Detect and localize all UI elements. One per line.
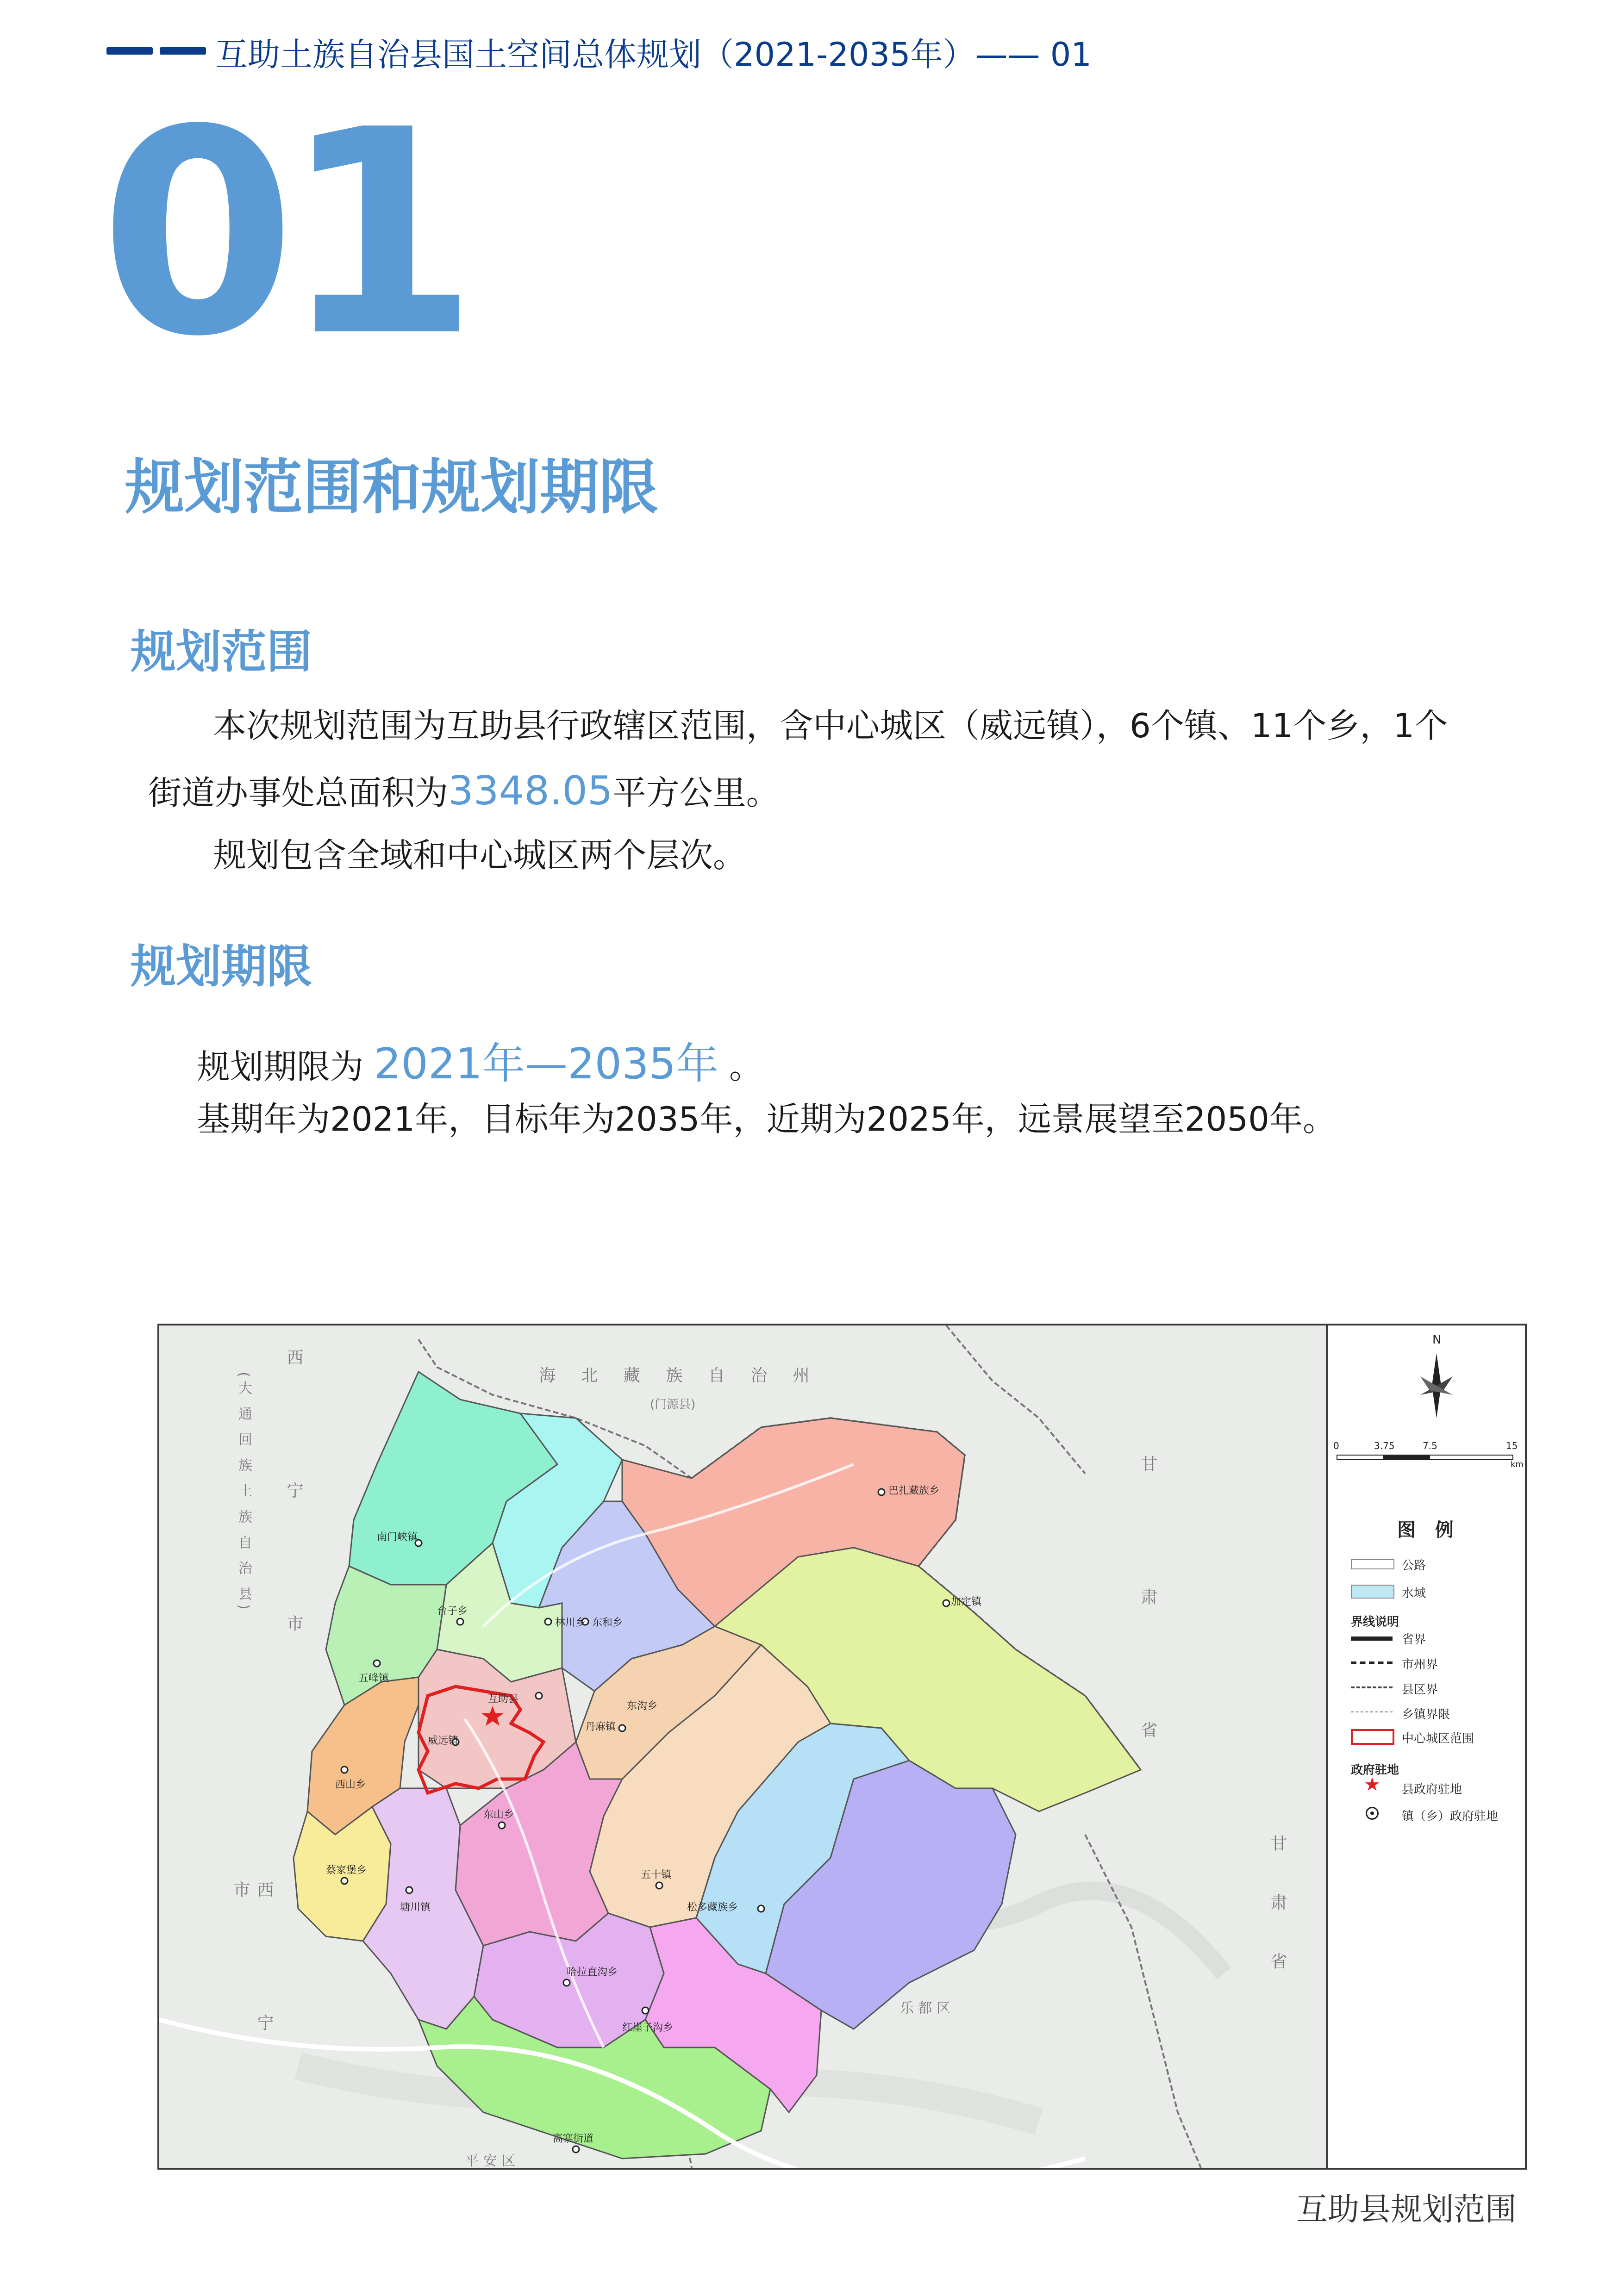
town-label: 塘川镇 xyxy=(400,1902,431,1913)
town-label: 丹麻镇 xyxy=(585,1721,616,1733)
section-title: 规划范围和规划期限 xyxy=(125,453,659,522)
legend-water-label: 水域 xyxy=(1402,1587,1426,1600)
legend-road-swatch xyxy=(1351,1559,1394,1569)
town-label: 五十镇 xyxy=(641,1869,672,1881)
period-value: 2021年—2035年 xyxy=(374,1039,719,1089)
north-label: N xyxy=(1432,1333,1442,1347)
period-line1-pre: 规划期限为 xyxy=(197,1047,374,1086)
legend-center-label: 中心城区范围 xyxy=(1402,1732,1474,1746)
chapter-number: 01 xyxy=(100,69,465,398)
town-label: 东山乡 xyxy=(483,1809,514,1821)
legend-province-label: 省界 xyxy=(1402,1633,1426,1647)
label-menyuan: (门源县) xyxy=(650,1398,696,1412)
legend-province-line xyxy=(1351,1636,1393,1641)
town-label: 威远镇 xyxy=(428,1735,459,1747)
header-line-1 xyxy=(106,47,153,55)
town-label: 西山乡 xyxy=(335,1779,366,1791)
town-label: 互助县 xyxy=(488,1693,519,1705)
town-label: 五峰镇 xyxy=(358,1673,389,1684)
gov-heading: 政府驻地 xyxy=(1351,1763,1399,1777)
label-ledu: 乐 都 区 xyxy=(900,2000,951,2016)
town-label: 松多藏族乡 xyxy=(687,1902,738,1913)
scale-tick: 0 xyxy=(1333,1440,1339,1451)
legend-road-label: 公路 xyxy=(1402,1559,1426,1573)
legend-town-seat-label: 镇（乡）政府驻地 xyxy=(1402,1810,1499,1823)
legend-county-line xyxy=(1351,1686,1393,1688)
legend-city-label: 市州界 xyxy=(1402,1658,1438,1672)
label-pingan: 平 安 区 xyxy=(465,2153,516,2169)
label-gansu-right: 甘 肃 省 xyxy=(1268,1835,1287,1988)
north-arrow-icon xyxy=(1418,1353,1455,1418)
scope-line2-post: 平方公里。 xyxy=(612,773,780,812)
town-label: 东沟乡 xyxy=(627,1700,658,1712)
scale-bar xyxy=(1337,1455,1513,1460)
label-xining-top: 西 宁 市 xyxy=(284,1349,303,1687)
town-label: 蔡家堡乡 xyxy=(326,1865,367,1876)
town-label: 东和乡 xyxy=(592,1617,623,1629)
town-label: 巴扎藏族乡 xyxy=(888,1485,940,1497)
scope-paragraph-line1 xyxy=(213,699,1448,747)
period-line-1 xyxy=(197,1030,762,1091)
scope-heading: 规划范围 xyxy=(131,626,312,678)
town-label: 哈拉直沟乡 xyxy=(567,1966,618,1978)
label-datong: (大 通 回 族 土 族 自 治 县) xyxy=(236,1372,252,1613)
town-label: 红崖子沟乡 xyxy=(622,2022,674,2034)
scale-tick: 7.5 xyxy=(1423,1440,1437,1451)
town-label: 台子乡 xyxy=(437,1605,468,1617)
period-line-2: 基期年为2021年，目标年为2035年，近期为2025年，远景展望至2050年。 xyxy=(197,1100,1336,1139)
boundary-heading: 界线说明 xyxy=(1351,1615,1399,1629)
label-gansu-top: 甘 肃 省 xyxy=(1138,1455,1157,1793)
scope-paragraph-2: 规划包含全域和中心城区两个层次。 xyxy=(213,836,747,875)
header-title: 互助土族自治县国土空间总体规划（2021-2035年）—— 01 xyxy=(215,36,1092,74)
legend-city-line xyxy=(1351,1661,1393,1664)
planning-map xyxy=(157,1324,1527,2170)
circle-dot-icon xyxy=(1366,1807,1379,1820)
label-haibei: 海 北 藏 族 自 治 州 xyxy=(539,1366,820,1385)
scope-line2-pre: 街道办事处总面积为 xyxy=(148,773,449,812)
scale-unit: km xyxy=(1511,1460,1524,1469)
town-label: 加定镇 xyxy=(951,1596,982,1608)
scale-tick: 15 xyxy=(1506,1440,1518,1451)
header-line-2 xyxy=(160,47,206,55)
area-value: 3348.05 xyxy=(448,768,613,814)
legend-center-swatch xyxy=(1351,1729,1394,1745)
town-label: 林川乡 xyxy=(555,1617,586,1629)
legend-title: 图 例 xyxy=(1397,1519,1460,1541)
legend-water-swatch xyxy=(1351,1585,1394,1599)
label-xining-bottom: 西 宁 市 xyxy=(231,1881,274,2086)
legend-county-label: 县区界 xyxy=(1402,1683,1438,1697)
scope-line1-text: 本次规划范围为互助县行政辖区范围，含中心城区（威远镇），6个镇、11个乡，1个 xyxy=(213,706,1448,745)
legend-town-line xyxy=(1351,1711,1393,1712)
scope-paragraph-line2 xyxy=(148,766,780,814)
map-caption: 互助县规划范围 xyxy=(1296,2191,1517,2228)
map-legend xyxy=(1326,1325,1527,2168)
period-line1-post: 。 xyxy=(718,1047,763,1086)
town-label: 高寨街道 xyxy=(553,2133,594,2145)
legend-county-seat-label: 县政府驻地 xyxy=(1402,1783,1462,1797)
period-heading: 规划期限 xyxy=(131,940,312,993)
legend-town-label: 乡镇界限 xyxy=(1402,1708,1450,1722)
town-label: 南门峡镇 xyxy=(377,1531,418,1543)
star-icon: ★ xyxy=(1364,1774,1380,1795)
scale-tick: 3.75 xyxy=(1374,1440,1395,1451)
